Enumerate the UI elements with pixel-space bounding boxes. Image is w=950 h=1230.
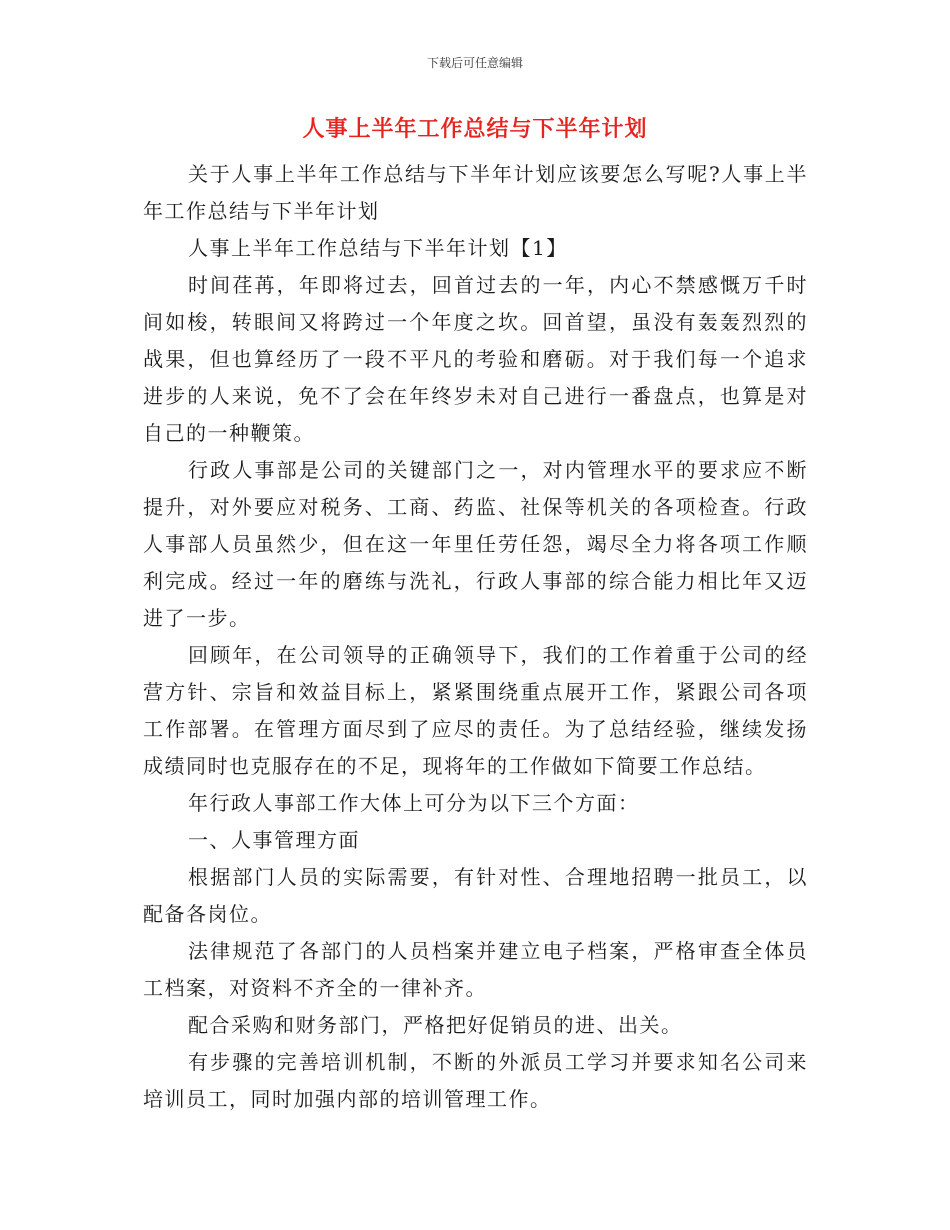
paragraph: 有步骤的完善培训机制，不断的外派员工学习并要求知名公司来培训员工，同时加强内部的培训管理工作。 xyxy=(143,1050,808,1111)
document-body xyxy=(143,156,808,1118)
paragraph: 法律规范了各部门的人员档案并建立电子档案，严格审查全体员工档案，对资料不齐全的一律补齐。 xyxy=(143,939,808,1000)
paragraph-intro: 关于人事上半年工作总结与下半年计划应该要怎么写呢?人事上半年工作总结与下半年计划 xyxy=(143,162,808,223)
paragraph: 回顾年，在公司领导的正确领导下，我们的工作着重于公司的经营方针、宗旨和效益目标上，紧紧围绕重点展开工作，紧跟公司各项工作部署。在管理方面尽到了应尽的责任。为了总结经验，继续发扬成绩同时也克服存在的不足，现将年的工作做如下简要工作总结。 xyxy=(143,643,808,778)
paragraph: 时间荏苒，年即将过去，回首过去的一年，内心不禁感慨万千时间如梭，转眼间又将跨过一个年度之坎。回首望，虽没有轰轰烈烈的战果，但也算经历了一段不平凡的考验和磨砺。对于我们每一个追求进步的人来说，免不了会在年终岁未对自己进行一番盘点，也算是对自己的一种鞭策。 xyxy=(143,273,808,445)
paragraph: 配合采购和财务部门，严格把好促销员的进、出关。 xyxy=(188,1013,683,1037)
paragraph: 根据部门人员的实际需要，有针对性、合理地招聘一批员工，以配备各岗位。 xyxy=(143,865,808,926)
document-title: 人事上半年工作总结与下半年计划 xyxy=(302,117,648,142)
paragraph-subheading: 一、人事管理方面 xyxy=(188,828,360,852)
paragraph-section-heading: 人事上半年工作总结与下半年计划【1】 xyxy=(188,236,568,260)
paragraph: 行政人事部是公司的关键部门之一，对内管理水平的要求应不断提升，对外要应对税务、工商、药监、社保等机关的各项检查。行政人事部人员虽然少，但在这一年里任劳任怨，竭尽全力将各项工作顺利完成。经过一年的磨练与洗礼，行政人事部的综合能力相比年又迈进了一步。 xyxy=(143,458,808,630)
header-note: 下载后可任意编辑 xyxy=(426,56,523,70)
paragraph: 年行政人事部工作大体上可分为以下三个方面： xyxy=(188,791,640,815)
